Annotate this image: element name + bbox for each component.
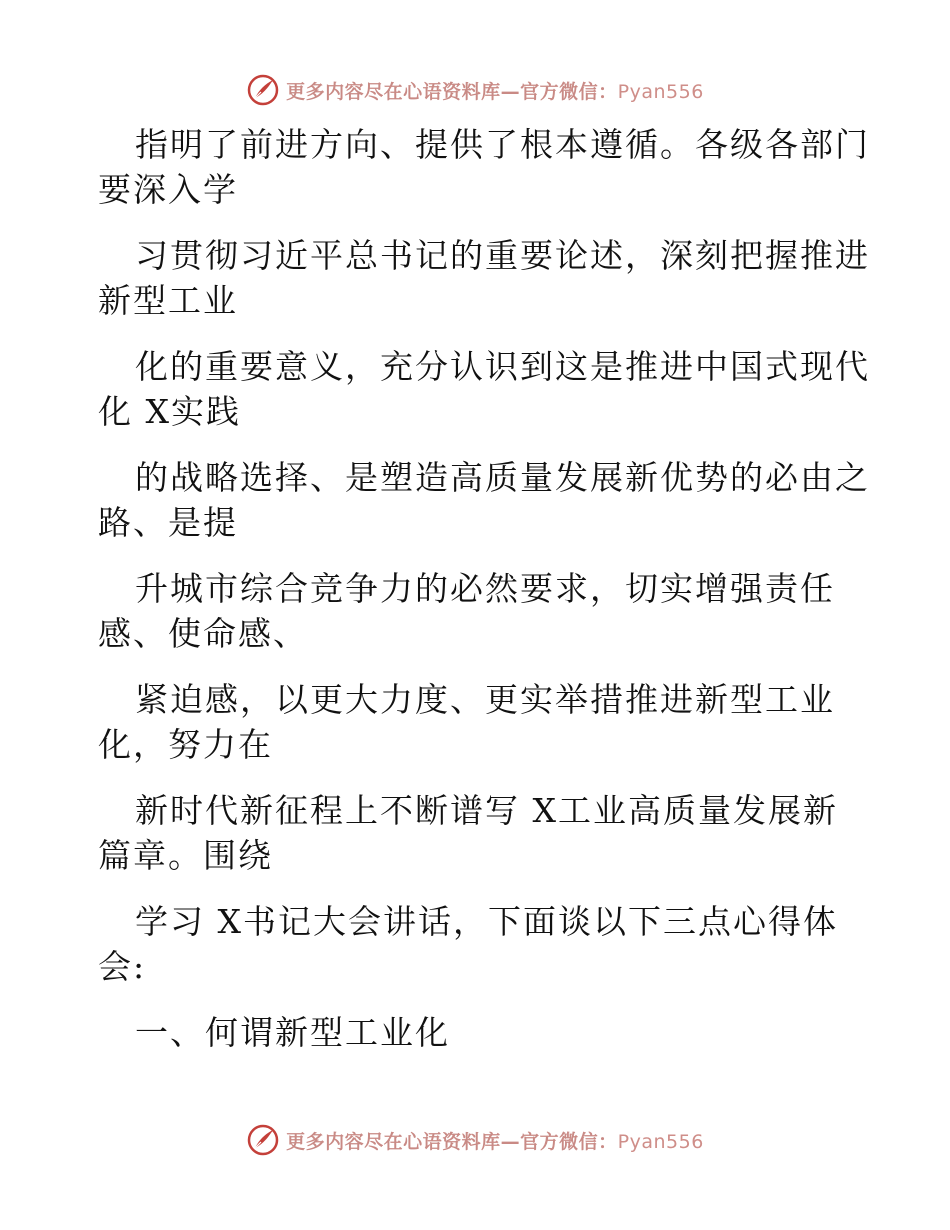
text-line: 要深入学 [98, 170, 238, 209]
feather-pen-logo-icon [246, 73, 280, 107]
text-line: 路、是提 [98, 503, 238, 542]
text-line: 会: [98, 947, 147, 986]
section-heading: 一、何谓新型工业化 [135, 1013, 450, 1052]
footer-watermark [0, 1120, 950, 1160]
watermark-text: 更多内容尽在心语资料库—官方微信：Pyan556 [286, 1130, 704, 1153]
text-line: 新时代新征程上不断谱写 X工业高质量发展新 [135, 791, 838, 830]
text-line: 指明了前进方向、提供了根本遵循。各级各部门 [135, 125, 870, 164]
text-line: 升城市综合竞争力的必然要求，切实增强责任 [135, 569, 835, 608]
watermark-text: 更多内容尽在心语资料库—官方微信：Pyan556 [286, 80, 704, 103]
text-line: 的战略选择、是塑造高质量发展新优势的必由之 [135, 458, 870, 497]
text-line: 新型工业 [98, 281, 238, 320]
text-line: 化，努力在 [98, 725, 273, 764]
text-line: 学习 X书记大会讲话，下面谈以下三点心得体 [135, 902, 838, 941]
text-line: 紧迫感，以更大力度、更实举措推进新型工业 [135, 680, 835, 719]
feather-pen-logo-icon [246, 1123, 280, 1157]
text-line: 感、使命感、 [98, 614, 308, 653]
text-line: 习贯彻习近平总书记的重要论述，深刻把握推进 [135, 236, 870, 275]
text-line: 篇章。围绕 [98, 836, 273, 875]
header-watermark [0, 70, 950, 110]
text-line: 化 X实践 [98, 392, 241, 431]
text-line: 化的重要意义，充分认识到这是推进中国式现代 [135, 347, 870, 386]
document-body [98, 122, 870, 1055]
